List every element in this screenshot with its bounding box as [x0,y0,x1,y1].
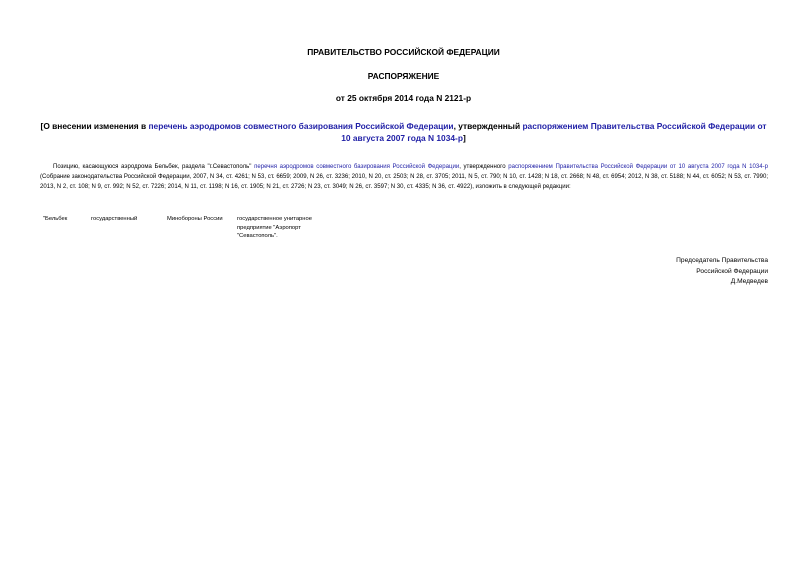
cell-status: государственный [91,216,138,222]
document-type-heading: РАСПОРЯЖЕНИЕ [367,71,440,81]
cell-department: Минобороны России [167,216,223,222]
title-text-end: ] [462,133,466,143]
signature-name: Д.Медведев [730,278,768,286]
cell-aerodrome: "Бельбек [43,216,68,222]
body-paragraph [40,162,768,192]
body-link-aerodrome-list[interactable]: перечня аэродромов совместного базирования Российской Федерации [254,164,460,170]
signature-block [676,256,768,288]
body-text-middle: , утвержденного [459,164,509,170]
document-date-number: от 25 октября 2014 года N 2121-р [335,93,472,103]
body-text-start: Позицию, касающуюся аэродрома Бельбек, раздела "г.Севастополь" [53,164,255,170]
document-title [40,120,767,144]
signature-position: Председатель Правительства [676,257,768,264]
title-text-middle: , утвержденный [453,121,523,131]
government-heading: ПРАВИТЕЛЬСТВО РОССИЙСКОЙ ФЕДЕРАЦИИ [307,47,500,57]
cell-operator: государственное унитарное предприятие "Аэропорт "Севастополь". [237,216,312,240]
body-link-order[interactable]: распоряжением Правительства Российской Федерации от 10 августа 2007 года N 1034-р [508,164,768,170]
signature-body: Российской Федерации [696,267,768,275]
title-link-aerodrome-list[interactable]: перечень аэродромов совместного базирования Российской Федерации [148,121,454,131]
title-text-start: [О внесении изменения в [40,121,149,131]
title-link-order[interactable]: распоряжением Правительства Российской Федерации от 10 августа 2007 года N 1034-р [341,121,767,143]
body-text-end: (Собрание законодательства Российской Федерации, 2007, N 34, ст. 4261; N 53, ст. 6659; 2009, N 26, ст. 3236; 2010, N 20, ст. 2503; N 28, ст. 3705; 2011, N 5, ст. 790; N 10, ст. 1428; N 18, ст. 2668; N 48, ст. 6954; 2012, N 38, ст. 5188; N 44, ст. 6052; N 53, ст. 7990; 2013, N 2, ст. 108; N 9, ст. 992; N 52, ст. 7226; 2014, N 11, ст. 1198; N 16, ст. 1905; N 21, ст. 2726; N 23, ст. 3049; N 26, ст. 3597; N 30, ст. 4335; N 36, ст. 4922), изложить в следующей редакции: [40,174,768,190]
